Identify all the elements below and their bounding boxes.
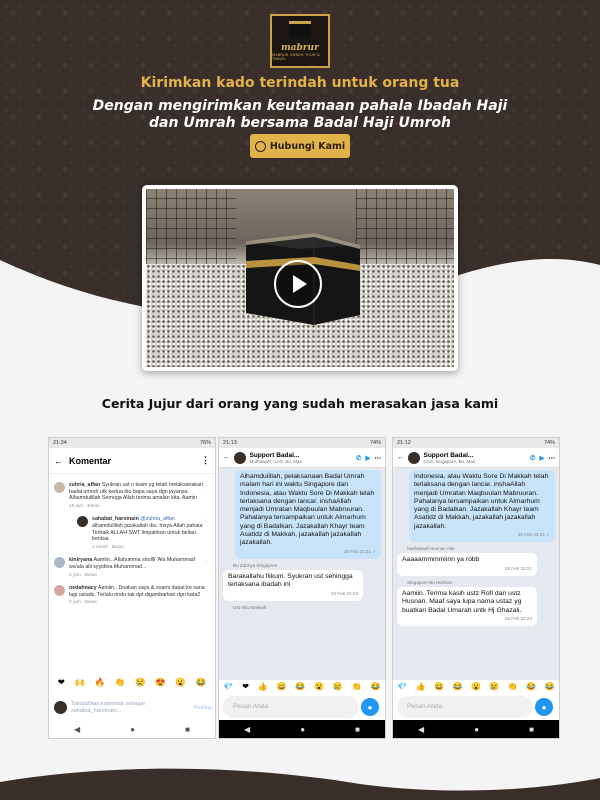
video-call-icon[interactable]: ▶	[539, 454, 545, 462]
more-icon[interactable]: ⋯	[548, 454, 555, 462]
reaction-laugh-2[interactable]: 😂	[526, 682, 537, 691]
video-call-icon[interactable]: ▶	[365, 454, 371, 462]
reply-link[interactable]: Balas	[84, 600, 97, 606]
reaction-smile[interactable]: 😀	[434, 682, 445, 691]
logo-brand-text: mabrur	[281, 43, 319, 53]
video-player[interactable]	[142, 185, 458, 371]
message-bubble-incoming	[223, 570, 363, 601]
chat-thread	[393, 468, 559, 680]
android-nav-bar	[219, 720, 385, 738]
reaction-smile[interactable]: 😀	[276, 682, 287, 691]
status-battery: 74%	[369, 440, 381, 446]
chat-subtitle: CAD, Singapore, Bu, Mas	[423, 458, 476, 464]
mention-link[interactable]: @zuhria_affan	[140, 516, 175, 523]
message-text: Aamiin..Terima kasih ustz Rofi dan ustz Husnan. Maaf saya lupa nama ustaz yg buatkan Badal Umarah untk Hj Ghazali.	[402, 589, 522, 614]
reaction-thumbs-up[interactable]: 👍	[257, 682, 268, 691]
like-icon[interactable]: ♡	[204, 519, 209, 526]
more-icon[interactable]: ⋯	[374, 454, 381, 462]
message-sender: Muthawwif Husnan Alie	[407, 546, 455, 552]
microphone-icon[interactable]: ●	[361, 698, 379, 716]
comments-title: Komentar	[69, 455, 112, 466]
comment-item	[49, 479, 215, 513]
post-button[interactable]: Posting	[193, 704, 212, 711]
reaction-diamond[interactable]: 💎	[223, 682, 234, 691]
message-time: 26 Feb 22:23	[504, 615, 532, 621]
emoji-fire[interactable]: 🔥	[94, 677, 106, 687]
call-icon[interactable]: ✆	[356, 454, 362, 462]
avatar	[77, 516, 88, 527]
like-icon[interactable]: ♡	[204, 560, 209, 567]
back-nav-icon[interactable]: ◀	[74, 724, 81, 734]
like-icon[interactable]: ♡	[204, 588, 209, 595]
hero-headline: Dengan mengirimkan keutamaan pahala Ibadah Haji dan Umrah bersama Badal Haji Umroh	[92, 98, 508, 131]
android-nav-bar	[49, 720, 215, 738]
testimonial-screenshot-comments	[48, 437, 216, 739]
message-input[interactable]: Pesan Anda	[223, 696, 359, 718]
reaction-thumbs-up[interactable]: 👍	[415, 682, 426, 691]
reaction-bar	[219, 681, 385, 692]
contact-us-button[interactable]	[250, 134, 350, 158]
message-sender: Ust Abu Makkah	[233, 604, 267, 610]
reaction-diamond[interactable]: 💎	[397, 682, 408, 691]
chat-header	[219, 448, 385, 468]
back-arrow-icon[interactable]: ←	[397, 454, 404, 461]
status-time: 21:13	[223, 440, 237, 446]
comment-user: kiniryana	[69, 557, 93, 564]
message-text: Alhamduiillah, pelaksanaan Badal Umrah malam hari ini waktu Singapore dan Indonesia, atau Waktu Sore Di Makkah telah terlaksana dengan lancar. inshaAllah menjadi Umratan Maqbuulan Mabruuran. Pahalanya tersampaikan untuk Almarhum yang di Badalkan. Jazakallah Khayr team Asatidz di Makkah, jazakallah jazakallah jazakallah.	[240, 473, 375, 547]
hero-tagline: Kirimkan kado terindah untuk orang tua	[140, 75, 460, 91]
message-sender: Singapore Bu Norleah	[407, 579, 453, 585]
home-nav-icon[interactable]: ●	[300, 724, 306, 734]
emoji-laugh[interactable]: 😂	[195, 677, 207, 687]
group-avatar	[234, 452, 246, 464]
testimonials-title: Cerita Jujur dari orang yang sudah merasakan jasa kami	[101, 396, 499, 411]
contact-us-label: Hubungi Kami	[269, 140, 346, 152]
home-nav-icon[interactable]: ●	[130, 724, 136, 734]
testimonial-screenshot-chat-1	[218, 437, 386, 739]
comment-time: 15 jam	[69, 503, 84, 509]
emoji-clap[interactable]: 👏	[114, 677, 126, 687]
reaction-wow[interactable]: 😮	[314, 682, 325, 691]
comment-item	[49, 554, 215, 582]
message-bubble-outgoing	[409, 470, 555, 542]
home-nav-icon[interactable]: ●	[474, 724, 480, 734]
emoji-bar	[49, 675, 215, 690]
comments-header	[49, 448, 215, 474]
reaction-heart[interactable]: ❤	[242, 682, 249, 691]
reaction-laugh-3[interactable]: 😂	[544, 682, 555, 691]
testimonial-screenshot-chat-2	[392, 437, 560, 739]
comment-time: 1 menit	[92, 544, 108, 550]
reaction-laugh[interactable]: 😂	[452, 682, 463, 691]
comment-text: Syukran ust n team yg telah melaksanakan badal umroh utk kedua ibu bapa saya dgn jayanya. Alhamdulillah Semoga Allah terima amalan kita. Aamin	[69, 482, 203, 502]
comment-text: Aamiin.. Doakan saya & suami dapat ke sana lagi ustadz. Terlalu rindu tak dpt digambarkan dgn kata2	[69, 585, 205, 598]
microphone-icon[interactable]: ●	[535, 698, 553, 716]
more-icon[interactable]: ⋮	[201, 455, 210, 465]
comment-input-row	[54, 701, 212, 714]
play-button[interactable]	[274, 260, 322, 308]
message-time: 26 Feb 22:23	[330, 590, 358, 596]
emoji-heart[interactable]: ❤	[57, 677, 65, 687]
chat-title: Support Badal...	[423, 451, 474, 459]
chat-header	[393, 448, 559, 468]
reply-link[interactable]: Balas	[87, 503, 100, 509]
status-battery: 74%	[543, 440, 555, 446]
avatar	[54, 482, 65, 493]
message-time: 26 Feb 22:21	[504, 565, 532, 571]
avatar	[54, 557, 65, 568]
status-time: 21:34	[53, 440, 67, 446]
chat-subtitle: Muthawwif, CAD, Bu, Mas	[249, 458, 302, 464]
whatsapp-icon	[255, 141, 266, 152]
status-battery: 76%	[199, 440, 211, 446]
reaction-bar	[393, 681, 559, 692]
message-bubble-outgoing	[235, 470, 381, 559]
message-bubble-incoming	[397, 587, 537, 626]
reaction-clap[interactable]: 👏	[507, 682, 518, 691]
message-text: Indonesia, atau Waktu Sore Di Makkah telah terlaksana dengan lancar. inshaAllah menjadi Umratan Maqbuulan Mabruuran. Pahalanya tersampaikan untuk Almarhum yang di Badalkan. Jazakallah Khayr team Asatidz di Makkah, jazakallah jazakallah jazakallah.	[414, 473, 549, 530]
reaction-laugh-2[interactable]: 😂	[370, 682, 381, 691]
brand-logo[interactable]	[270, 14, 330, 68]
emoji-wow[interactable]: 😮	[175, 677, 186, 687]
avatar	[54, 585, 65, 596]
back-nav-icon[interactable]: ◀	[244, 724, 251, 734]
comment-user: zuhria_affan	[69, 482, 101, 488]
reaction-clap[interactable]: 👏	[351, 682, 362, 691]
comment-user: nedahnacy	[69, 585, 97, 592]
emoji-cry[interactable]: 😢	[135, 677, 146, 687]
chat-title: Support Badal...	[249, 451, 300, 459]
comment-text: alhamdulillah jazakallah ibu. Insya Allah pahala Terbaik ALLAH SWT limpahkan untuk beliau berdua	[92, 522, 203, 543]
kaaba-logo-icon	[289, 21, 311, 39]
reaction-laugh[interactable]: 😂	[295, 682, 306, 691]
chat-thread	[219, 468, 385, 680]
message-input[interactable]: Pesan Anda	[397, 696, 533, 718]
reply-link[interactable]: Balas	[84, 572, 97, 578]
recents-nav-icon[interactable]: ■	[355, 724, 360, 734]
comment-time: 2 jam	[69, 572, 81, 578]
reply-link[interactable]: Balas	[111, 544, 124, 550]
message-text: Barakallahu fiikum. Syukran ust sehingga terlaksana ibadah ini	[228, 572, 353, 589]
play-icon	[293, 275, 307, 293]
message-text: Aaaaammmmiinn ya robb	[402, 556, 480, 564]
back-nav-icon[interactable]: ◀	[418, 724, 425, 734]
status-bar	[393, 438, 559, 448]
back-arrow-icon[interactable]: ←	[54, 455, 63, 466]
group-avatar	[408, 452, 420, 464]
message-time: 26 Feb 22:21 ✓	[517, 532, 550, 538]
comment-input[interactable]: Tambahkan komentar sebagai sahabat_haromain...	[71, 701, 145, 714]
status-time: 21:12	[397, 440, 411, 446]
message-bubble-incoming	[397, 553, 537, 576]
comment-user: sahabat_haromain	[92, 516, 139, 523]
comment-list	[49, 474, 215, 610]
like-icon[interactable]: ♡	[204, 485, 209, 491]
status-bar	[49, 438, 215, 448]
reaction-cry[interactable]: 😢	[489, 682, 500, 691]
comment-reply-item	[49, 513, 215, 554]
avatar	[54, 701, 67, 714]
reaction-cry[interactable]: 😢	[332, 682, 343, 691]
reaction-wow[interactable]: 😮	[470, 682, 481, 691]
status-bar	[219, 438, 385, 448]
comment-item	[49, 582, 215, 610]
comment-text: Aamiin...Allahumma shollli 'Ala Muhammad wa'ala alii syyidina Muhammad...	[69, 557, 195, 570]
logo-subtitle: MABRUR UMRAH TOUR & TRAVEL	[272, 53, 320, 61]
recents-nav-icon[interactable]: ■	[529, 724, 534, 734]
call-icon[interactable]: ✆	[530, 454, 536, 462]
footer-wave-divider	[0, 760, 600, 800]
emoji-heart-eyes[interactable]: 😍	[155, 677, 166, 687]
message-sender: Bu Zuhriya Singapore	[233, 562, 278, 568]
recents-nav-icon[interactable]: ■	[185, 724, 190, 734]
android-nav-bar	[393, 720, 559, 738]
emoji-raised-hands[interactable]: 🙌	[74, 677, 86, 687]
back-arrow-icon[interactable]: ←	[223, 454, 230, 461]
message-time: 26 Feb 22:21 ✓	[343, 548, 376, 554]
comment-time: 2 jam	[69, 600, 81, 606]
